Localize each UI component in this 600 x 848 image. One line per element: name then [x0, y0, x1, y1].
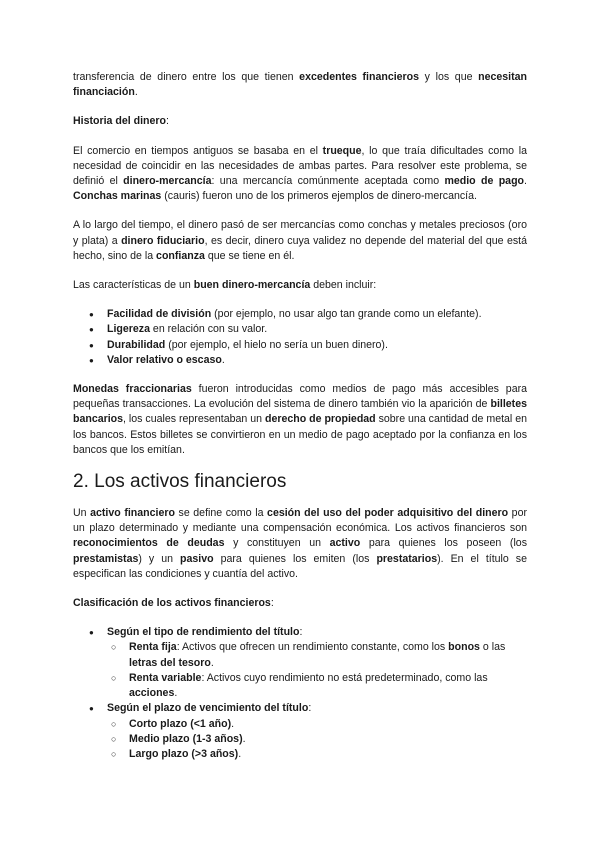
paragraph-dinero-fiduciario: A lo largo del tiempo, el dinero pasó de ser mercancías como conchas y metales preciosos (oro y plata) a dinero fiduciario, es decir, dinero cuya validez no depende del material del que está hecho, sino de la confianza que se tiene en él.	[73, 219, 527, 262]
section-title: 2. Los activos financieros	[73, 471, 287, 493]
paragraph-activo-financiero: Un activo financiero se define como la cesión del uso del poder adquisitivo del dinero por un plazo determinado y mediante una compensación económica. Los activos financieros son reconocimientos de deudas y constituyen un activo para quienes los poseen (los prestamistas) y un pasivo para quienes los emiten (los prestatarios). En el título se especifican las condiciones y cuantía del activo.	[73, 507, 527, 580]
list-item: ● Ligereza en relación con su valor.	[73, 322, 527, 337]
list-item: ● Facilidad de división (por ejemplo, no usar algo tan grande como un elefante).	[73, 307, 527, 322]
classification-list	[73, 625, 527, 762]
paragraph-trueque: El comercio en tiempos antiguos se basaba en el trueque, lo que traía dificultades como la necesidad de coincidir en las necesidades de ambas partes. Para resolver este problema, se definió el dinero-mercancía: una mercancía comúnmente aceptada como medio de pago. Conchas marinas (cauris) fueron uno de los primeros ejemplos de dinero-mercancía.	[73, 144, 527, 203]
list-item: ● Según el plazo de vencimiento del título: ○ Corto plazo (<1 año). ○ Medio plazo (1-3 años). ○ Largo plazo (>3 años).	[73, 701, 527, 762]
heading-historia: Historia del dinero:	[73, 115, 169, 128]
sub-list	[107, 640, 527, 701]
list-item: ○ Renta fija: Activos que ofrecen un rendimiento constante, como los bonos o las letras del tesoro.	[107, 640, 527, 670]
paragraph-intro-continuation: transferencia de dinero entre los que tienen excedentes financieros y los que necesitan financiación.	[73, 71, 527, 99]
list-item: ○ Renta variable: Activos cuyo rendimiento no está predeterminado, como las acciones.	[107, 671, 527, 701]
list-item: ● Según el tipo de rendimiento del título: ○ Renta fija: Activos que ofrecen un rendimiento constante, como los bonos o las letras del tesoro. ○ Renta variable: Activos cuyo rendimiento no está predeterminado, como las acciones.	[73, 625, 527, 701]
document-body	[73, 70, 527, 762]
list-item: ● Durabilidad (por ejemplo, el hielo no sería un buen dinero).	[73, 338, 527, 353]
paragraph-monedas: Monedas fraccionarias fueron introducidas como medios de pago más accesibles para pequeñas transacciones. La evolución del sistema de dinero también vio la aparición de billetes bancarios, los cuales representaban un derecho de propiedad sobre una cantidad de metal en los bancos. Estos billetes se convirtieron en un medio de pago aceptado por la confianza en los bancos que los emitían.	[73, 383, 528, 456]
heading-clasificacion: Clasificación de los activos financieros:	[73, 597, 274, 610]
sub-list	[107, 717, 527, 763]
features-list	[73, 307, 527, 368]
list-item: ○ Corto plazo (<1 año).	[107, 717, 527, 732]
list-item: ○ Medio plazo (1-3 años).	[107, 732, 527, 747]
paragraph-caracteristicas: Las características de un buen dinero-mercancía deben incluir:	[73, 279, 377, 292]
list-item: ○ Largo plazo (>3 años).	[107, 747, 527, 762]
list-item: ● Valor relativo o escaso.	[73, 353, 527, 368]
